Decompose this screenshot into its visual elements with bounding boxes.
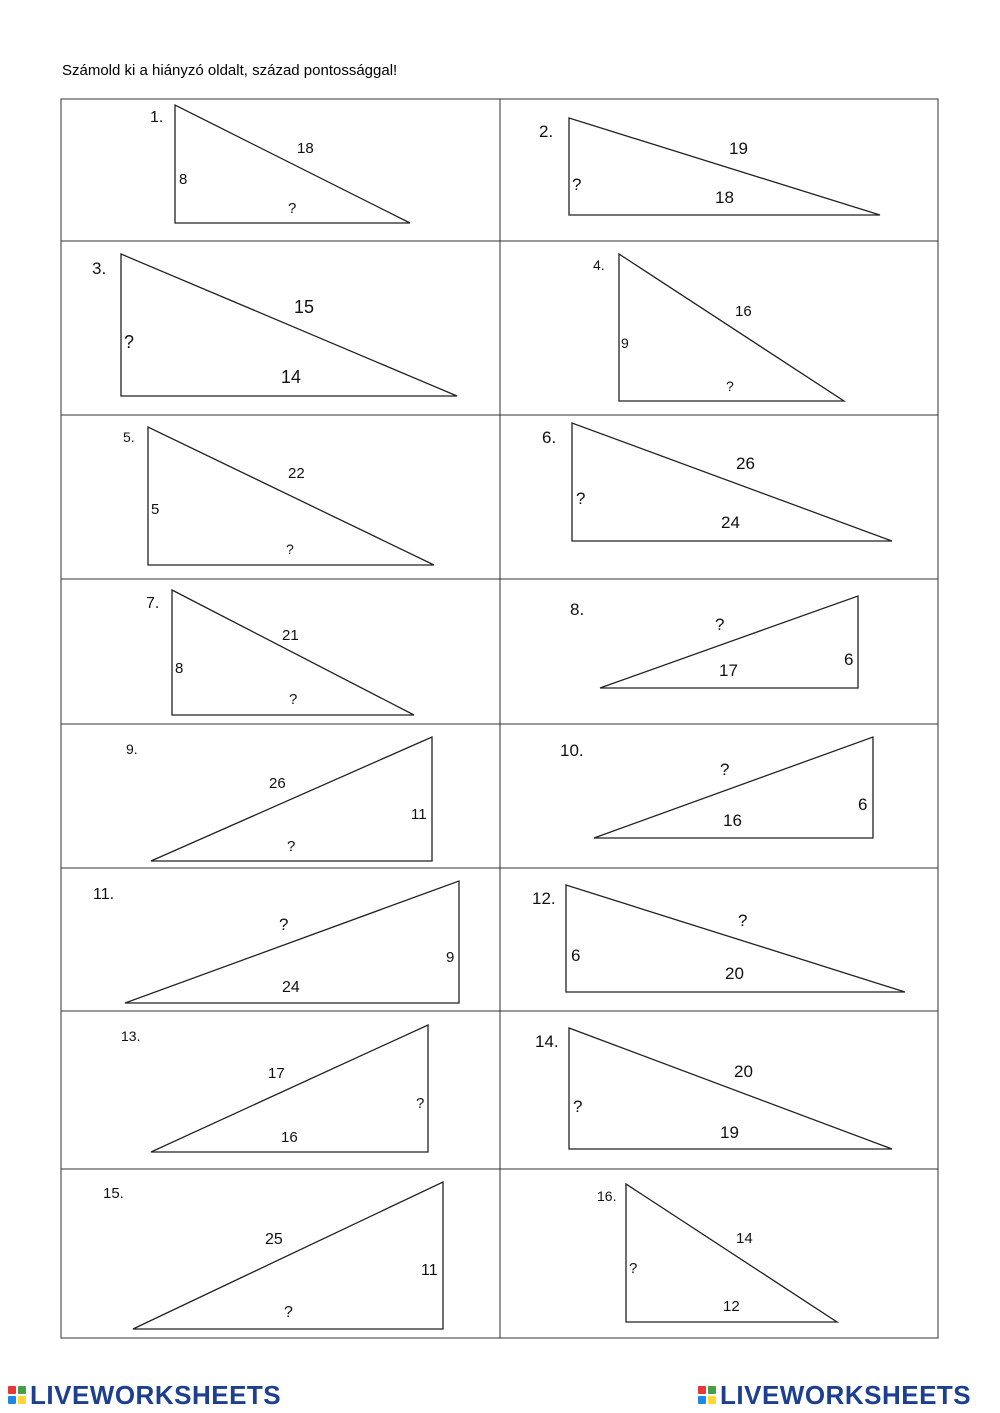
side-label: ? <box>720 760 730 779</box>
side-label: ? <box>289 691 298 708</box>
side-label: 14 <box>736 1230 753 1247</box>
instruction-text: Számold ki a hiányzó oldalt, század pontossággal! <box>62 62 398 79</box>
brand-text: LIVEWORKSHEETS <box>720 1379 972 1410</box>
side-label: 17 <box>268 1065 285 1082</box>
side-label: 17 <box>719 661 738 680</box>
brand-left <box>8 1378 281 1412</box>
problem-number: 1. <box>150 109 164 126</box>
side-label: 24 <box>721 513 740 532</box>
problem-number: 5. <box>123 429 135 445</box>
side-label: 25 <box>265 1231 283 1248</box>
side-label: 9 <box>446 949 455 966</box>
problem-number: 8. <box>570 600 585 619</box>
side-label: 26 <box>269 775 286 792</box>
side-label: ? <box>288 200 297 217</box>
side-label: 8 <box>175 660 184 677</box>
side-label: ? <box>572 175 582 194</box>
side-label: 6 <box>844 650 854 669</box>
side-label: 20 <box>725 964 744 983</box>
side-label: 6 <box>571 946 581 965</box>
brand-right <box>698 1378 971 1412</box>
side-label: 9 <box>621 335 629 351</box>
problem-number: 16. <box>597 1188 617 1204</box>
side-label: 20 <box>734 1062 753 1081</box>
side-label: ? <box>279 915 289 934</box>
problem-number: 6. <box>542 428 557 447</box>
side-label: 21 <box>282 627 299 644</box>
problem-number: 13. <box>121 1028 141 1044</box>
side-label: ? <box>726 378 734 394</box>
liveworksheets-logo-icon <box>698 1386 716 1404</box>
brand-text: LIVEWORKSHEETS <box>30 1379 282 1410</box>
side-label: 6 <box>858 795 868 814</box>
problem-number: 11. <box>93 886 115 903</box>
side-label: 18 <box>715 188 734 207</box>
side-label: 18 <box>297 140 314 157</box>
problem-number: 4. <box>593 257 605 273</box>
side-label: 11 <box>421 1262 438 1279</box>
problem-number: 10. <box>560 741 584 760</box>
side-label: 24 <box>282 979 300 996</box>
side-label: ? <box>286 541 294 557</box>
problem-number: 14. <box>535 1032 559 1051</box>
problem-number: 9. <box>126 741 138 757</box>
side-label: ? <box>284 1304 293 1321</box>
side-label: ? <box>124 332 135 352</box>
problem-number: 12. <box>532 889 556 908</box>
side-label: 11 <box>411 806 427 823</box>
side-label: 16 <box>281 1129 298 1146</box>
side-label: ? <box>287 838 296 855</box>
side-label: 19 <box>729 139 748 158</box>
side-label: ? <box>738 911 748 930</box>
side-label: ? <box>576 489 586 508</box>
side-label: 16 <box>735 303 752 320</box>
problem-number: 2. <box>539 122 554 141</box>
side-label: ? <box>715 615 725 634</box>
problem-number: 3. <box>92 259 107 278</box>
side-label: 16 <box>723 811 742 830</box>
side-label: 15 <box>294 297 315 317</box>
problem-number: 15. <box>103 1185 124 1202</box>
side-label: 14 <box>281 367 302 387</box>
side-label: 19 <box>720 1123 739 1142</box>
side-label: 5 <box>151 501 160 518</box>
side-label: 26 <box>736 454 755 473</box>
problem-number: 7. <box>146 595 160 612</box>
side-label: ? <box>416 1095 425 1112</box>
side-label: 22 <box>288 465 305 482</box>
side-label: 8 <box>179 171 188 188</box>
side-label: 12 <box>723 1298 740 1315</box>
side-label: ? <box>573 1097 583 1116</box>
liveworksheets-logo-icon <box>8 1386 26 1404</box>
side-label: ? <box>629 1260 638 1277</box>
